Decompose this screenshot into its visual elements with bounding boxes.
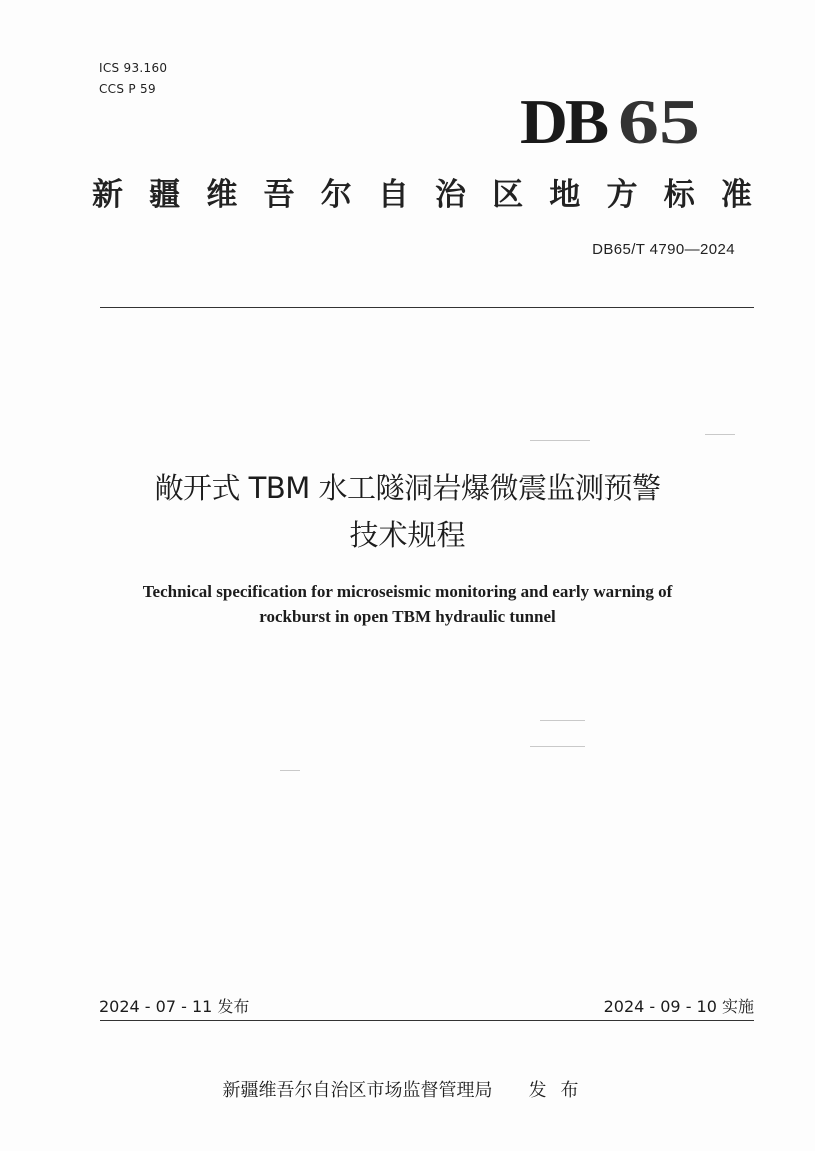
db65-logo [520,88,710,150]
authority-char: 标 [663,177,695,213]
english-title-line-2: rockburst in open TBM hydraulic tunnel [259,607,556,626]
authority-char: 治 [435,177,467,213]
english-title-line-1: Technical specification for microseismic monitoring and early warning of [142,582,673,601]
publisher-action: 发布 [528,1080,593,1101]
publisher-line [0,1076,815,1102]
scan-speck [530,746,585,747]
authority-char: 方 [606,177,638,213]
authority-char: 新 [92,177,123,213]
authority-char: 吾 [263,177,295,213]
scan-speck [530,440,590,441]
top-divider [100,307,754,308]
authority-char: 区 [492,177,524,213]
logo-db-letters: DB [520,88,608,150]
publisher-name: 新疆维吾尔自治区市场监督管理局 [222,1080,493,1101]
chinese-title-line-1: 敞开式 TBM 水工隧洞岩爆微震监测预警 [154,471,661,505]
authority-char: 疆 [149,177,181,213]
chinese-title-line-2: 技术规程 [349,518,466,552]
authority-title [92,172,752,218]
authority-char: 尔 [320,177,352,213]
authority-char: 维 [206,177,238,213]
standard-number: DB65/T 4790—2024 [592,241,735,258]
scan-speck [705,434,735,435]
authority-char: 自 [377,177,409,213]
logo-65-digits: 65 [618,88,700,150]
scan-speck [540,720,585,721]
authority-char: 地 [549,177,581,213]
scan-speck [280,770,300,771]
issue-date: 2024 - 07 - 11 发布 [99,997,250,1016]
implementation-date: 2024 - 09 - 10 实施 [603,997,754,1016]
ics-code: ICS 93.160 [99,61,168,75]
bottom-divider [100,1020,754,1021]
authority-char: 准 [720,177,752,213]
classification-codes [99,58,167,100]
ccs-code: CCS P 59 [99,82,156,96]
